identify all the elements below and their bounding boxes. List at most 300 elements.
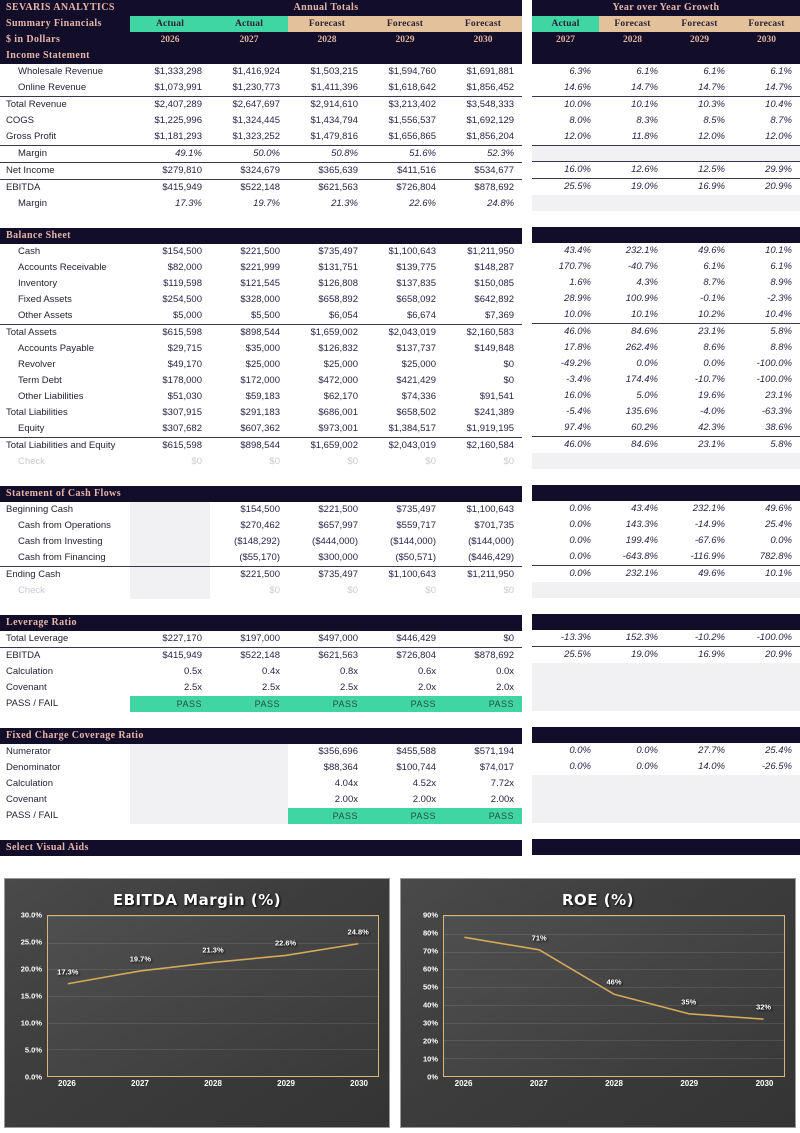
- growth-cell: 14.7%: [631, 82, 658, 93]
- growth-cell: 84.6%: [599, 324, 666, 341]
- row-label: Total Leverage: [6, 633, 69, 644]
- annual-totals-table: [0, 0, 522, 856]
- growth-cell: [666, 146, 733, 162]
- growth-row: [532, 195, 800, 211]
- table-row: [0, 129, 522, 146]
- summary-financials-label: Summary Financials: [0, 16, 130, 32]
- growth-cell: [599, 453, 666, 469]
- growth-cell: -10.7%: [694, 374, 725, 385]
- value-cell: $82,000: [167, 262, 202, 273]
- value-cell: $411,516: [366, 163, 444, 180]
- column-type-1: Actual: [210, 16, 288, 32]
- pass-fail-cell: PASS: [288, 808, 366, 824]
- value-cell: $1,659,002: [288, 438, 366, 455]
- ebitda-margin-chart-plot: [47, 915, 379, 1077]
- value-cell: 50.8%: [331, 148, 358, 159]
- growth-cell: 10.1%: [733, 566, 800, 583]
- value-cell: ($50,571): [395, 552, 436, 563]
- value-cell: $1,230,773: [232, 82, 280, 93]
- value-cell: $1,434,794: [310, 115, 358, 126]
- growth-cell: 0.0%: [569, 551, 591, 562]
- growth-cell: [599, 679, 666, 695]
- table-row: [0, 454, 522, 470]
- value-cell: [210, 808, 288, 824]
- growth-cell: 14.0%: [698, 761, 725, 772]
- growth-spacer: [532, 823, 800, 839]
- table-row: [0, 64, 522, 80]
- value-cell: $522,148: [210, 180, 288, 197]
- growth-cell: 16.9%: [666, 179, 733, 196]
- growth-cell: 0.0%: [636, 358, 658, 369]
- roe-chart-xtick: 2030: [755, 1079, 774, 1088]
- value-cell: $0: [503, 375, 515, 386]
- growth-cell: 25.5%: [532, 647, 599, 664]
- ebitda-margin-chart-xtick: 2028: [204, 1079, 222, 1088]
- value-cell: $2,160,584: [444, 438, 522, 455]
- row-label: Total Liabilities: [6, 407, 68, 418]
- ebitda-margin-chart-xtick: 2027: [131, 1079, 149, 1088]
- yoy-growth-table: [532, 0, 800, 855]
- roe-chart-xtick: 2028: [605, 1079, 623, 1088]
- value-cell: [130, 776, 210, 792]
- column-type-4: Forecast: [444, 16, 522, 32]
- growth-cell: -14.9%: [694, 519, 725, 530]
- growth-cell: 14.7%: [698, 82, 725, 93]
- column-type-2: Forecast: [288, 16, 366, 32]
- value-cell: $0: [503, 456, 515, 467]
- growth-cell: 6.1%: [770, 66, 792, 77]
- value-cell: $35,000: [245, 343, 280, 354]
- growth-cell: 262.4%: [625, 342, 658, 353]
- value-cell: $1,594,760: [388, 66, 436, 77]
- value-cell: $1,211,950: [467, 246, 515, 257]
- row-label: PASS / FAIL: [6, 810, 59, 821]
- growth-cell: [532, 663, 599, 679]
- value-cell: $1,181,293: [130, 129, 210, 146]
- value-cell: $878,692: [444, 648, 522, 665]
- table-row: [0, 341, 522, 357]
- table-row: [0, 292, 522, 308]
- value-cell: $131,751: [318, 262, 358, 273]
- roe-chart-ytick: 90%: [422, 910, 438, 920]
- growth-row: [532, 388, 800, 404]
- table-row: [0, 325, 522, 342]
- value-cell: $0: [503, 633, 515, 644]
- value-cell: $59,183: [245, 391, 280, 402]
- growth-cell: [666, 453, 733, 469]
- growth-cell: 23.1%: [666, 324, 733, 341]
- row-label: COGS: [6, 115, 34, 126]
- table-row: [0, 389, 522, 405]
- table-row: [0, 648, 522, 665]
- value-cell: $154,500: [240, 504, 280, 515]
- ebitda-margin-chart-data-label: 22.6%: [274, 938, 297, 948]
- growth-cell: [532, 582, 599, 598]
- header-row-company: [0, 0, 522, 16]
- roe-chart-ytick: 10%: [422, 1054, 438, 1064]
- value-cell: $1,324,445: [232, 115, 280, 126]
- ebitda-margin-chart-ytick: 20.0%: [20, 964, 42, 974]
- growth-cell: 11.8%: [599, 129, 666, 146]
- value-cell: ($55,170): [239, 552, 280, 563]
- section-header-fixed-charge: [0, 728, 522, 744]
- value-cell: $735,497: [288, 567, 366, 584]
- pass-fail-cell: PASS: [288, 696, 366, 712]
- growth-row: [532, 743, 800, 759]
- row-label: Online Revenue: [18, 82, 87, 93]
- ebitda-margin-chart-plot-area: [5, 910, 389, 1105]
- value-cell: $1,556,537: [388, 115, 436, 126]
- section-title-cash-flows: Statement of Cash Flows: [0, 486, 522, 502]
- value-cell: $365,639: [288, 163, 366, 180]
- row-spacer: [0, 712, 522, 728]
- row-label: Wholesale Revenue: [18, 66, 104, 77]
- year-header-1: 2027: [210, 32, 288, 48]
- right-header-row-column-types: [532, 16, 800, 32]
- growth-row: [532, 663, 800, 679]
- ebitda-margin-chart-x-axis: [47, 1079, 379, 1101]
- row-label: Accounts Payable: [18, 343, 95, 354]
- header-row-years: [0, 32, 522, 48]
- growth-cell: 232.1%: [625, 245, 658, 256]
- value-cell: $7,369: [484, 310, 515, 321]
- growth-cell: 10.1%: [631, 309, 658, 320]
- spacer-cell: [532, 711, 800, 727]
- row-label: Equity: [18, 423, 45, 434]
- value-cell: [130, 518, 210, 534]
- table-row: [0, 744, 522, 760]
- growth-row: [532, 146, 800, 162]
- table-row: [0, 421, 522, 438]
- growth-spacer: [532, 598, 800, 614]
- pass-fail-cell: PASS: [130, 696, 210, 712]
- value-cell: $1,856,452: [466, 82, 515, 93]
- row-label: Calculation: [6, 778, 53, 789]
- growth-cell: 0.0%: [569, 761, 591, 772]
- value-cell: $1,691,881: [466, 66, 515, 77]
- growth-cell: 49.6%: [765, 503, 792, 514]
- chart-card-roe[interactable]: [400, 878, 796, 1128]
- roe-chart-plot-area: [401, 910, 795, 1105]
- value-cell: 7.72x: [490, 778, 515, 789]
- roe-chart-data-label: 46%: [606, 977, 622, 987]
- growth-cell: [733, 695, 800, 711]
- row-label: Other Liabilities: [18, 391, 84, 402]
- growth-row: [532, 162, 800, 179]
- table-row: [0, 244, 522, 260]
- growth-cell: 12.0%: [666, 129, 733, 146]
- ebitda-margin-chart-data-label: 24.8%: [347, 927, 369, 937]
- value-cell: [130, 792, 210, 808]
- ebitda-margin-chart-xtick: 2026: [58, 1079, 76, 1088]
- value-cell: $270,462: [240, 520, 280, 531]
- value-cell: [130, 744, 210, 760]
- growth-cell: 14.7%: [765, 82, 792, 93]
- value-cell: 49.1%: [175, 148, 202, 159]
- section-title-balance-sheet: Balance Sheet: [0, 228, 522, 244]
- growth-cell: [599, 775, 666, 791]
- growth-cell: [599, 695, 666, 711]
- growth-cell: -5.4%: [566, 406, 591, 417]
- table-row: [0, 180, 522, 197]
- roe-chart-y-axis: [401, 910, 441, 1105]
- table-row: [0, 808, 522, 824]
- table-row: [0, 631, 522, 648]
- growth-row: [532, 64, 800, 80]
- value-cell: 52.3%: [487, 148, 515, 159]
- value-cell: $221,500: [240, 246, 280, 257]
- growth-cell: 0.0%: [636, 745, 658, 756]
- ebitda-margin-chart-title: EBITDA Margin (%): [112, 891, 282, 909]
- growth-section-header: [532, 839, 800, 855]
- growth-section-header: [532, 485, 800, 501]
- value-cell: $607,362: [240, 423, 280, 434]
- value-cell: $1,856,204: [444, 129, 522, 146]
- row-label: Total Assets: [0, 325, 130, 342]
- value-cell: [130, 760, 210, 776]
- growth-cell: [532, 195, 599, 211]
- ebitda-margin-chart-ytick: 5.0%: [24, 1045, 42, 1055]
- right-header-row-years: [532, 32, 800, 48]
- row-spacer: [0, 470, 522, 486]
- growth-cell: 10.4%: [733, 97, 800, 114]
- growth-row: [532, 129, 800, 146]
- left-header-block: [0, 0, 522, 64]
- growth-cell: 232.1%: [692, 503, 725, 514]
- growth-cell: -26.5%: [761, 761, 792, 772]
- growth-cell: 19.6%: [698, 390, 725, 401]
- value-cell: 2.5x: [184, 682, 202, 693]
- growth-cell: -100.0%: [756, 374, 792, 385]
- value-cell: $137,737: [396, 343, 436, 354]
- header-row-income-statement: [0, 48, 522, 64]
- value-cell: 2.00x: [490, 794, 515, 805]
- growth-cell: 23.1%: [666, 437, 733, 454]
- value-cell: $5,000: [172, 310, 202, 321]
- chart-card-ebitda-margin[interactable]: [4, 878, 390, 1128]
- company-title: SEVARIS ANALYTICS: [0, 0, 130, 16]
- growth-cell: [733, 453, 800, 469]
- growth-cell: [666, 775, 733, 791]
- value-cell: $455,588: [396, 746, 436, 757]
- year-header-3: 2029: [366, 32, 444, 48]
- growth-cell: [733, 775, 800, 791]
- table-row: [0, 146, 522, 163]
- growth-section-bar: [532, 485, 800, 501]
- growth-cell: 10.1%: [765, 245, 792, 256]
- value-cell: $279,810: [130, 163, 210, 180]
- growth-cell: 29.9%: [733, 162, 800, 179]
- table-row: [0, 405, 522, 421]
- growth-cell: [599, 195, 666, 211]
- value-cell: $328,000: [240, 294, 280, 305]
- growth-cell: 8.9%: [770, 277, 792, 288]
- growth-row: [532, 340, 800, 356]
- table-row: [0, 534, 522, 550]
- table-row: [0, 113, 522, 129]
- growth-cell: 25.4%: [765, 519, 792, 530]
- growth-section-header: [532, 614, 800, 630]
- section-header-leverage-ratio: [0, 615, 522, 631]
- value-cell: $254,500: [162, 294, 202, 305]
- growth-cell: 8.0%: [569, 115, 591, 126]
- value-cell: $126,808: [318, 278, 358, 289]
- year-header-4: 2030: [444, 32, 522, 48]
- growth-cell: [666, 695, 733, 711]
- value-cell: $1,225,996: [154, 115, 202, 126]
- value-cell: $6,674: [406, 310, 436, 321]
- value-cell: 2.0x: [496, 682, 515, 693]
- value-cell: $29,715: [167, 343, 202, 354]
- growth-cell: 170.7%: [558, 261, 591, 272]
- value-cell: $1,656,865: [366, 129, 444, 146]
- table-row: [0, 550, 522, 567]
- yoy-year-header-0: 2027: [532, 32, 599, 48]
- growth-cell: 232.1%: [599, 566, 666, 583]
- roe-chart-ytick: 40%: [422, 1000, 438, 1010]
- value-cell: $0: [191, 456, 202, 467]
- value-cell: $74,336: [401, 391, 436, 402]
- value-cell: $1,333,298: [154, 66, 202, 77]
- value-cell: [130, 808, 210, 824]
- value-cell: $2,914,610: [288, 97, 366, 114]
- growth-cell: -2.3%: [767, 293, 792, 304]
- table-row: [0, 518, 522, 534]
- growth-cell: 1.6%: [569, 277, 591, 288]
- growth-cell: [532, 775, 599, 791]
- growth-cell: 14.6%: [564, 82, 591, 93]
- roe-chart-xtick: 2026: [454, 1079, 473, 1088]
- table-row: [0, 260, 522, 276]
- growth-cell: 0.0%: [636, 761, 658, 772]
- growth-cell: 10.3%: [666, 97, 733, 114]
- growth-cell: 5.8%: [733, 437, 800, 454]
- value-cell: $241,389: [474, 407, 515, 418]
- ebitda-margin-chart-ytick: 10.0%: [20, 1018, 42, 1028]
- value-cell: 2.00x: [334, 794, 358, 805]
- growth-row: [532, 420, 800, 437]
- value-cell: $878,692: [444, 180, 522, 197]
- value-cell: $0: [347, 585, 358, 596]
- growth-row: [532, 549, 800, 566]
- value-cell: $657,997: [318, 520, 358, 531]
- growth-cell: [733, 195, 800, 211]
- roe-chart-data-label: 71%: [531, 933, 547, 943]
- growth-cell: 10.0%: [564, 309, 591, 320]
- roe-chart-title: ROE (%): [561, 891, 634, 909]
- value-cell: $74,017: [479, 762, 515, 773]
- ebitda-margin-chart-xtick: 2029: [277, 1079, 295, 1088]
- row-label: Margin: [18, 198, 48, 209]
- growth-cell: [599, 791, 666, 807]
- row-label: Covenant: [6, 794, 47, 805]
- value-cell: $735,497: [318, 246, 358, 257]
- growth-cell: 28.9%: [564, 293, 591, 304]
- growth-row: [532, 517, 800, 533]
- table-row: [0, 357, 522, 373]
- value-cell: $1,503,215: [310, 66, 358, 77]
- value-cell: $1,073,991: [154, 82, 202, 93]
- growth-spacer: [532, 211, 800, 227]
- pass-fail-cell: PASS: [366, 696, 444, 712]
- value-cell: 17.3%: [175, 198, 202, 209]
- value-cell: $898,544: [210, 325, 288, 342]
- row-label: Covenant: [6, 682, 47, 693]
- value-cell: $25,000: [323, 359, 358, 370]
- value-cell: 50.0%: [253, 148, 280, 159]
- value-cell: $0: [503, 585, 515, 596]
- value-cell: 4.04x: [334, 778, 358, 789]
- growth-row: [532, 566, 800, 583]
- growth-cell: -116.9%: [690, 551, 725, 562]
- growth-row: [532, 179, 800, 196]
- value-cell: $621,563: [288, 648, 366, 665]
- growth-cell: 0.0%: [532, 566, 599, 583]
- row-label: Beginning Cash: [6, 504, 74, 515]
- value-cell: $534,677: [444, 163, 522, 180]
- value-cell: $0: [425, 456, 436, 467]
- table-row: [0, 583, 522, 599]
- value-cell: $1,416,924: [232, 66, 280, 77]
- growth-cell: 84.6%: [599, 437, 666, 454]
- value-cell: ($446,429): [468, 552, 515, 563]
- growth-cell: [532, 453, 599, 469]
- growth-cell: 46.0%: [532, 437, 599, 454]
- growth-cell: 43.4%: [631, 503, 658, 514]
- growth-cell: [532, 695, 599, 711]
- table-row: [0, 776, 522, 792]
- growth-cell: 782.8%: [759, 551, 792, 562]
- table-row: [0, 163, 522, 180]
- growth-cell: 6.1%: [770, 261, 792, 272]
- growth-cell: 0.0%: [569, 519, 591, 530]
- value-cell: $1,692,129: [466, 115, 515, 126]
- row-spacer: [0, 599, 522, 615]
- growth-cell: 38.6%: [765, 422, 792, 433]
- value-cell: $2,043,019: [366, 438, 444, 455]
- yoy-column-type-3: Forecast: [733, 16, 800, 32]
- value-cell: $658,502: [396, 407, 436, 418]
- value-cell: 2.0x: [418, 682, 436, 693]
- right-header-block: [532, 0, 800, 64]
- value-cell: $197,000: [240, 633, 280, 644]
- growth-cell: [666, 791, 733, 807]
- row-spacer: [0, 824, 522, 840]
- growth-cell: [733, 807, 800, 823]
- right-panel-yoy-growth: [532, 0, 800, 855]
- value-cell: $139,775: [396, 262, 436, 273]
- value-cell: $25,000: [245, 359, 280, 370]
- growth-row: [532, 501, 800, 517]
- growth-cell: 152.3%: [625, 632, 658, 643]
- value-cell: $898,544: [210, 438, 288, 455]
- growth-cell: -10.2%: [694, 632, 725, 643]
- row-label: Net Income: [0, 163, 130, 180]
- growth-spacer: [532, 711, 800, 727]
- growth-row: [532, 759, 800, 775]
- value-cell: 0.0x: [496, 666, 515, 677]
- growth-row: [532, 275, 800, 291]
- growth-cell: 5.8%: [733, 324, 800, 341]
- value-cell: $148,287: [474, 262, 515, 273]
- growth-cell: 23.1%: [765, 390, 792, 401]
- value-cell: 0.4x: [262, 666, 280, 677]
- value-cell: $658,892: [318, 294, 358, 305]
- growth-cell: 0.0%: [569, 503, 591, 514]
- row-label: Term Debt: [18, 375, 62, 386]
- growth-cell: 8.3%: [636, 115, 658, 126]
- section-header-cash-flows: [0, 486, 522, 502]
